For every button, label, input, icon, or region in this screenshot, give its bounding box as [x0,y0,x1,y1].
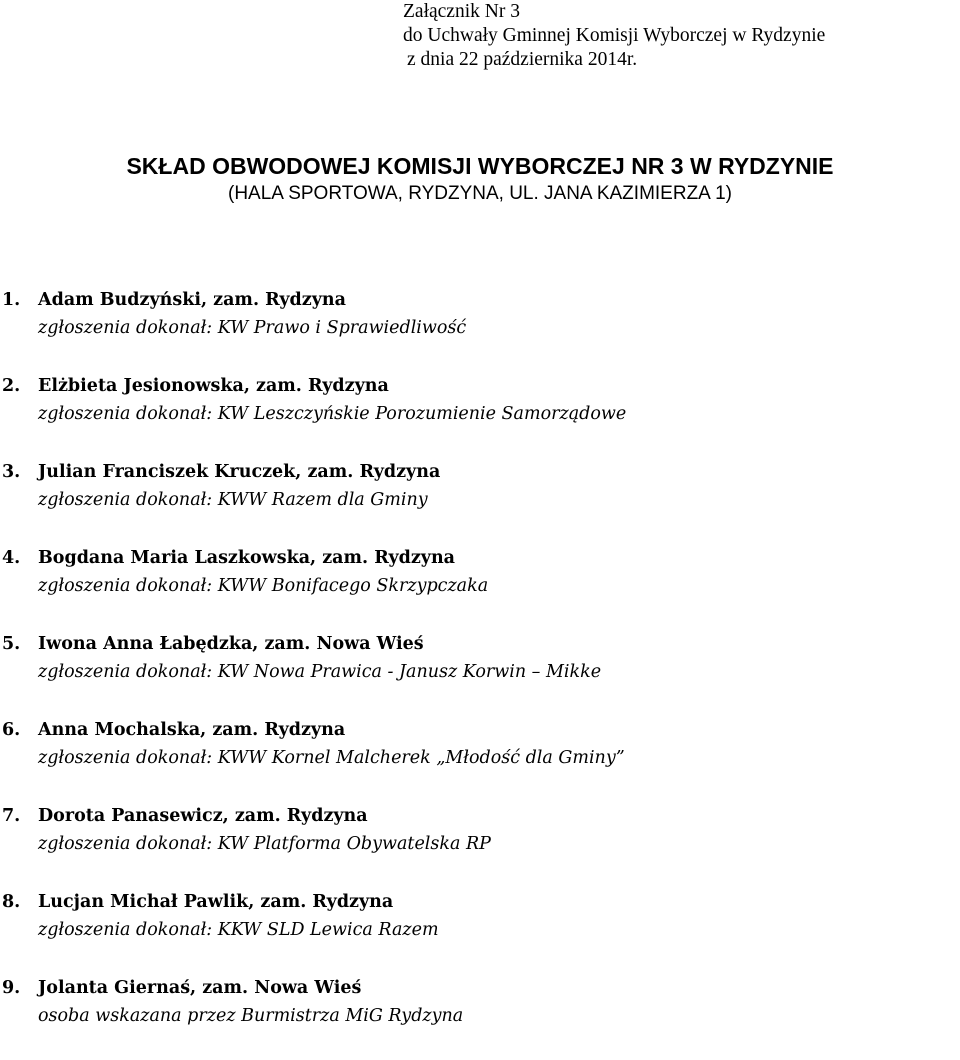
member-name-line [0,372,960,400]
member-name-line [0,458,960,486]
member-number: 2. [2,376,21,396]
member-number: 9. [2,978,21,998]
list-item [0,544,960,630]
member-number: 6. [2,720,21,740]
list-item [0,286,960,372]
member-name-line [0,544,960,572]
member-name-line [0,888,960,916]
member-name: Julian Franciszek Kruczek, zam. Rydzyna [38,462,441,482]
member-name: Adam Budzyński, zam. Rydzyna [38,290,346,310]
member-nomination: zgłoszenia dokonał: KW Nowa Prawica - Janusz Korwin – Mikke [38,662,602,682]
member-name-line [0,286,960,314]
member-number: 3. [2,462,21,482]
list-item [0,716,960,802]
member-number: 5. [2,634,21,654]
member-name-line [0,630,960,658]
member-nomination: zgłoszenia dokonał: KW Prawo i Sprawiedliwość [38,318,467,338]
member-name-line [0,716,960,744]
annex-resolution: do Uchwały Gminnej Komisji Wyborczej w Rydzynie [403,25,826,46]
member-nomination: zgłoszenia dokonał: KWW Kornel Malcherek „Młodość dla Gminy” [38,748,625,768]
member-nomination: zgłoszenia dokonał: KW Platforma Obywatelska RP [38,834,491,854]
member-nomination: zgłoszenia dokonał: KW Leszczyńskie Porozumienie Samorządowe [38,404,627,424]
list-item [0,372,960,458]
member-name: Lucjan Michał Pawlik, zam. Rydzyna [38,892,394,912]
member-name-line [0,802,960,830]
member-nomination: osoba wskazana przez Burmistrza MiG Rydzyna [38,1006,464,1026]
member-name: Anna Mochalska, zam. Rydzyna [38,720,346,740]
member-nomination: zgłoszenia dokonał: KKW SLD Lewica Razem [38,920,439,940]
member-nomination: zgłoszenia dokonał: KWW Razem dla Gminy [38,490,428,510]
member-name: Jolanta Giernaś, zam. Nowa Wieś [38,978,362,998]
member-number: 8. [2,892,21,912]
page-subtitle: (HALA SPORTOWA, RYDZYNA, UL. JANA KAZIMIERZA 1) [228,183,732,204]
member-name-line [0,974,960,1002]
member-name: Dorota Panasewicz, zam. Rydzyna [38,806,368,826]
member-number: 4. [2,548,21,568]
list-item [0,802,960,888]
member-name: Iwona Anna Łabędzka, zam. Nowa Wieś [38,634,424,654]
member-number: 1. [2,290,21,310]
list-item [0,458,960,544]
page-title: SKŁAD OBWODOWEJ KOMISJI WYBORCZEJ NR 3 W RYDZYNIE [126,153,834,179]
member-name: Elżbieta Jesionowska, zam. Rydzyna [38,376,389,396]
member-nomination: zgłoszenia dokonał: KWW Bonifacego Skrzypczaka [38,576,489,596]
list-item [0,630,960,716]
annex-header [403,0,825,72]
list-item [0,888,960,974]
annex-number: Załącznik Nr 3 [403,1,520,22]
member-name: Bogdana Maria Laszkowska, zam. Rydzyna [38,548,456,568]
list-item [0,974,960,1060]
member-number: 7. [2,806,21,826]
annex-date: z dnia 22 października 2014r. [407,49,638,70]
members-list [0,286,960,1060]
